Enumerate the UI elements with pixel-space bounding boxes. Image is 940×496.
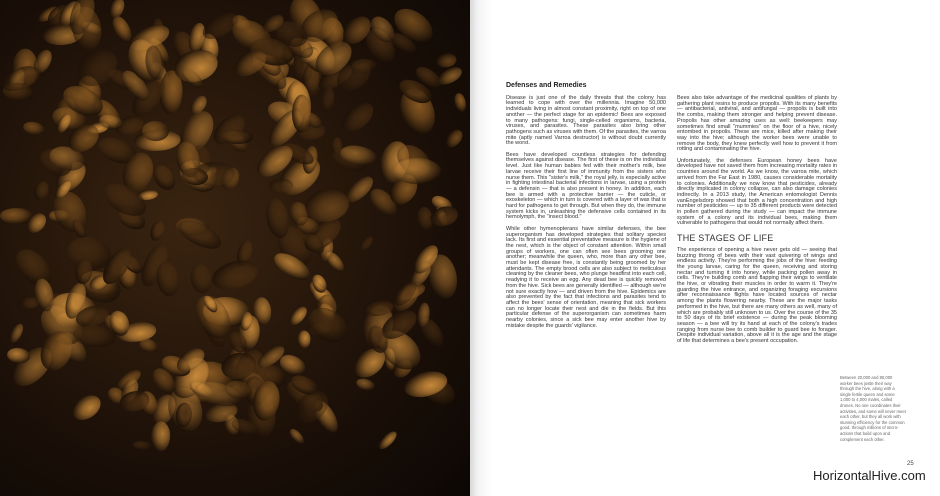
paragraph: Disease is just one of the daily threats that the colony has learned to cope with over the millennia. Imagine 50,000 individuals living in almost constant proximity, right on top of one another — the perfect stage for an epidemic! Bees are exposed to many pathogens: fungi, single-celled organisms, bacteria, viruses, and parasites. These parasites also bring other pathogens such as viruses with them. Of the parasites, the varroa mite (aptly named Varroa destructor) is without doubt currently the worst. [506, 94, 666, 147]
bee-shape [209, 256, 261, 295]
page-number: 25 [907, 461, 914, 467]
paragraph: Unfortunately, the defenses European honey bees have developed have not saved them from increasing mortality rates in countries around the world. As we know, the varroa mite, which arrived from the Far East in 1980, causes considerable mortality to colonies. Additionally we now know that pesticides, already directly implicated in colony collapse, can also damage colonies indirectly. In a 2013 study, the American entomologist Dennis vanEngelsdorp showed that both a high concentration and high number of pesticides — up to 35 different products were detected in pollen gathered during the study — can impact the immune system of a colony and its individual bees, making them vulnerable to pathogens that would not normally affect them. [677, 157, 837, 227]
bee-shape [149, 161, 179, 194]
bee-shape [336, 98, 378, 138]
bee-shape [435, 63, 464, 87]
bee-shape [288, 426, 307, 445]
bee-shape [151, 421, 171, 451]
photo-caption: Between 20,000 and 80,000 worker bees jostle their way through the hive, along with a single fertile queen and some 1,000 to 4,000 males, called drones. No one coordinates their activities, and some will never meet each other, but they all work with stunning efficiency for the common good, through millions of micro-actions that build upon and complement each other. [840, 375, 906, 442]
bee-shape [188, 261, 214, 294]
bee-shape [22, 120, 47, 138]
bee-shape [453, 92, 467, 113]
text-column-2 [677, 96, 837, 351]
paragraph: The experience of opening a hive never gets old — seeing that buzzing throng of bees with their vast quivering of wings and endless activity. They're performing the jobs of the hive: feeding the young larvae, caring for the queen, receiving and storing nectar and turning it into honey, while packing pollen away in cells. They're building comb and flapping their wings to ventilate the hive, or vibrating their muscles in order to warm it. They're guarding the hive entrance, and organizing foraging excursions after reconnaissance flights have located sources of nectar among the plants flowering nearby. These are the major tasks performed in the hive, but there are many others as well, many of which are probably still unknown to us. Over the course of the 35 to 50 days of its brief existence — during the peak blooming season — a bee will try its hand at each of the colony's trades ranging from nurse bee to comb builder to guard bee to forager. Despite individual variation, above all it is the age and the stage of life that determines a bee's present occupation. [677, 246, 837, 345]
bee-shape [133, 440, 152, 451]
bee-shape [32, 180, 51, 203]
paragraph: Bees also take advantage of the medicinal qualities of plants by gathering plant resins to produce propolis. With its many benefits — antibacterial, antiviral, and antifungal — propolis is built into the combs, making them stronger and helping prevent disease. Propolis has other amazing uses as well: beekeepers may sometimes find small "mummies" on the floor of a hive, nicely entombed in propolis. These are mice, killed after making their way into the hive; although the worker bees were unable to remove the body, they knew perfectly well how to prevent it from rotting and contaminating the hive. [677, 95, 837, 153]
bee-shape [137, 335, 159, 355]
bee-shape [443, 127, 466, 151]
bee-shape [298, 331, 312, 349]
bee-shape [154, 260, 182, 298]
bee-shape [355, 377, 376, 393]
right-page [470, 0, 940, 496]
section-heading: Defenses and Remedies [506, 82, 587, 89]
chapter-heading: THE STAGES OF LIFE [677, 233, 774, 244]
bee-shape [376, 428, 400, 452]
bee-shape [291, 94, 311, 133]
bee-shape [108, 0, 127, 20]
bee-shape [356, 234, 375, 254]
bee-shape [148, 219, 167, 243]
bee-shape [7, 321, 26, 344]
bee-shape [68, 390, 106, 425]
paragraph: Bees have developed countless strategies for defending themselves against disease. The first of these is on the individual level. Just like human babies fed with their mother's milk, bee larvae receive their first line of immunity from the sisters who nurse them. This "sister's milk," the royal jelly, is especially active in fighting intestinal bacterial infections in larvae, using a protein — a defensin — that is also present in honey. In addition, each bee is armed with a protective barrier — the cuticle, or exoskeleton — which in turn is covered with a layer of wax that is hard for pathogens to get through. But when they do, the immune system kicks in, unleashing the defensive cells contained in its hemolymph, the "insect blood." [506, 151, 666, 221]
bee-shape [221, 129, 253, 144]
text-column-1 [506, 83, 666, 335]
watermark: HorizontalHive.com [813, 468, 926, 483]
paragraph: While other hymenopterans have similar defenses, the bee superorganism has developed strategies that solitary species lack. Its first and essential preventative measure is the hygiene of the nest, which is the object of constant attention. Within small groups of workers, one can often see bees grooming one another; meanwhile the queen, who, more than any other bee, must be kept disease free, is constantly being groomed by her attendants. The empty brood cells are also subject to meticulous cleaning by the cleaner bees, who plunge headfirst into each cell, readying it to receive an egg. Any dead bee is quickly removed from the hive. Sick bees are generally identified — although we're not sure exactly how — and driven from the hive. Epidemics are also prevented by the fact that infections and parasites tend to affect the bees' sense of orientation, meaning that sick workers can no longer locate their nest and die in the fields. But this particular defense of the superorganism can sometimes harm nearby colonies, since a sick bee may enter another hive by mistake despite the guards' vigilance. [506, 225, 666, 329]
bee-shape [428, 203, 460, 229]
bee-shape [142, 121, 169, 141]
